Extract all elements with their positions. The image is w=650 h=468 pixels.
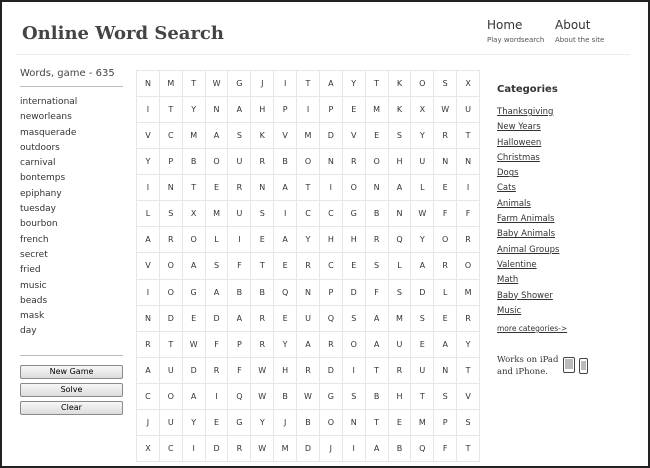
grid-cell[interactable]: L [389,253,412,279]
grid-cell[interactable]: X [411,97,434,123]
grid-cell[interactable]: S [343,306,366,332]
category-link[interactable]: Math [497,275,519,286]
grid-cell[interactable]: F [366,280,389,306]
grid-cell[interactable]: O [206,149,229,175]
grid-cell[interactable]: R [228,175,251,201]
grid-cell[interactable]: I [343,436,366,462]
grid-cell[interactable]: S [228,123,251,149]
grid-cell[interactable]: C [320,201,343,227]
grid-cell[interactable]: T [160,332,183,358]
grid-cell[interactable]: C [160,123,183,149]
grid-cell[interactable]: M [457,280,480,306]
grid-cell[interactable]: O [343,175,366,201]
grid-cell[interactable]: D [206,436,229,462]
grid-cell[interactable]: V [457,384,480,410]
grid-cell[interactable]: E [206,410,229,436]
grid-cell[interactable]: S [206,253,229,279]
grid-cell[interactable]: Q [320,306,343,332]
grid-cell[interactable]: U [297,306,320,332]
grid-cell[interactable]: T [366,71,389,97]
grid-cell[interactable]: R [457,306,480,332]
grid-cell[interactable]: W [206,71,229,97]
grid-cell[interactable]: F [434,436,457,462]
category-link[interactable]: Farm Animals [497,214,555,225]
word-item: fried [20,265,41,276]
grid-cell[interactable]: A [274,227,297,253]
grid-cell[interactable]: S [343,384,366,410]
grid-cell[interactable]: C [137,384,160,410]
grid-cell[interactable]: E [274,253,297,279]
grid-cell[interactable]: E [206,175,229,201]
grid-cell[interactable]: T [160,97,183,123]
grid-cell[interactable]: X [137,436,160,462]
grid-cell[interactable]: K [389,71,412,97]
grid-cell[interactable]: N [160,175,183,201]
grid-cell[interactable]: E [434,175,457,201]
category-link[interactable]: New Years [497,122,541,133]
grid-cell[interactable]: A [434,332,457,358]
grid-cell[interactable]: Y [137,149,160,175]
grid-cell[interactable]: Y [343,71,366,97]
grid-cell[interactable]: R [251,332,274,358]
grid-cell[interactable]: I [274,201,297,227]
grid-cell[interactable]: W [251,384,274,410]
grid-cell[interactable]: Q [411,436,434,462]
grid-cell[interactable]: E [274,306,297,332]
grid-cell[interactable]: S [434,384,457,410]
grid-cell[interactable]: H [274,358,297,384]
game-title: Words, game - 635 [20,68,115,79]
grid-cell[interactable]: I [343,358,366,384]
grid-cell[interactable]: E [411,332,434,358]
grid-cell[interactable]: U [228,201,251,227]
word-item: international [20,97,78,107]
word-list-divider [20,86,123,87]
grid-cell[interactable]: R [297,358,320,384]
grid-cell[interactable]: R [251,149,274,175]
word-item: outdoors [20,142,60,153]
grid-cell[interactable]: V [137,123,160,149]
grid-cell[interactable]: O [160,253,183,279]
grid-cell[interactable]: B [228,280,251,306]
grid-cell[interactable]: B [274,384,297,410]
grid-cell[interactable]: A [206,280,229,306]
word-item: beads [20,295,48,306]
grid-cell[interactable]: Q [228,384,251,410]
grid-cell[interactable]: W [251,358,274,384]
grid-cell[interactable]: K [251,123,274,149]
grid-cell[interactable]: O [411,71,434,97]
grid-cell[interactable]: T [411,384,434,410]
grid-cell[interactable]: D [297,436,320,462]
grid-cell[interactable]: I [137,280,160,306]
grid-cell[interactable]: G [228,71,251,97]
grid-cell[interactable]: C [160,436,183,462]
grid-cell[interactable]: A [389,175,412,201]
grid-cell[interactable]: T [366,410,389,436]
grid-cell[interactable]: W [411,201,434,227]
grid-cell[interactable]: P [434,410,457,436]
grid-cell[interactable]: I [457,175,480,201]
grid-cell[interactable]: R [297,253,320,279]
grid-cell[interactable]: R [251,306,274,332]
grid-cell[interactable]: S [389,123,412,149]
grid-cell[interactable]: D [320,358,343,384]
grid-cell[interactable]: X [183,201,206,227]
grid-cell[interactable]: O [320,410,343,436]
word-item: bontemps [20,173,66,184]
grid-cell[interactable]: D [411,280,434,306]
grid-cell[interactable]: T [457,436,480,462]
header-divider [16,54,630,55]
grid-cell[interactable]: E [389,410,412,436]
grid-cell[interactable]: I [183,436,206,462]
solve-button[interactable]: Solve [20,383,123,397]
grid-cell[interactable]: J [274,410,297,436]
grid-cell[interactable]: U [411,358,434,384]
grid-cell[interactable]: R [457,227,480,253]
grid-cell[interactable]: Y [457,332,480,358]
grid-cell[interactable]: B [297,410,320,436]
nav-about[interactable] [555,18,604,44]
grid-cell[interactable]: B [366,384,389,410]
grid-cell[interactable]: W [183,332,206,358]
grid-cell[interactable]: J [320,436,343,462]
grid-cell[interactable]: R [434,123,457,149]
grid-cell[interactable]: L [137,201,160,227]
grid-cell[interactable]: D [343,280,366,306]
category-link[interactable]: Animals [497,198,531,209]
grid-cell[interactable]: L [434,280,457,306]
grid-cell[interactable]: M [366,97,389,123]
new-game-button[interactable]: New Game [20,365,123,379]
grid-cell[interactable]: E [434,306,457,332]
word-item: secret [20,249,48,260]
grid-cell[interactable]: R [160,227,183,253]
grid-cell[interactable]: U [228,149,251,175]
grid-cell[interactable]: B [389,436,412,462]
grid-cell[interactable]: S [160,201,183,227]
grid-cell[interactable]: B [251,280,274,306]
grid-cell[interactable]: T [251,253,274,279]
grid-cell[interactable]: T [183,71,206,97]
grid-cell[interactable]: K [389,97,412,123]
grid-cell[interactable]: Q [274,280,297,306]
grid-cell[interactable]: O [160,384,183,410]
grid-cell[interactable]: F [434,201,457,227]
category-link[interactable]: Valentine [497,259,537,270]
grid-cell[interactable]: O [434,227,457,253]
grid-cell[interactable]: S [434,71,457,97]
category-link[interactable]: Baby Shower [497,290,553,301]
category-link[interactable]: Dogs [497,168,519,179]
grid-cell[interactable]: A [366,436,389,462]
grid-cell[interactable]: U [160,410,183,436]
nav-home-subtitle: Play wordsearch [487,36,545,44]
grid-cell[interactable]: G [183,280,206,306]
grid-cell[interactable]: N [366,175,389,201]
grid-cell[interactable]: T [297,71,320,97]
grid-cell[interactable]: B [274,149,297,175]
grid-cell[interactable]: I [137,97,160,123]
nav-home[interactable] [487,18,544,44]
grid-cell[interactable]: O [366,149,389,175]
grid-cell[interactable]: A [228,306,251,332]
grid-cell[interactable]: N [251,175,274,201]
grid-cell[interactable]: I [228,227,251,253]
word-item: tuesday [20,204,57,215]
grid-cell[interactable]: Y [251,410,274,436]
grid-cell[interactable]: R [434,253,457,279]
grid-cell[interactable]: J [251,71,274,97]
nav-about-link[interactable]: About [555,18,591,32]
grid-cell[interactable]: R [137,332,160,358]
grid-cell[interactable]: U [160,358,183,384]
grid-cell[interactable]: D [183,358,206,384]
grid-cell[interactable]: Y [183,410,206,436]
grid-cell[interactable]: F [228,253,251,279]
grid-cell[interactable]: W [297,384,320,410]
categories-heading: Categories [497,84,558,95]
word-item: mask [20,311,45,322]
grid-cell[interactable]: E [251,227,274,253]
grid-cell[interactable]: N [137,71,160,97]
grid-cell[interactable]: A [228,97,251,123]
grid-cell[interactable]: W [434,97,457,123]
buttons-divider [20,355,123,356]
grid-cell[interactable]: I [297,97,320,123]
grid-cell[interactable]: M [183,123,206,149]
grid-cell[interactable]: T [457,358,480,384]
grid-cell[interactable]: T [366,358,389,384]
grid-cell[interactable]: I [137,175,160,201]
grid-cell[interactable]: Y [274,332,297,358]
ipad-icon [563,357,575,373]
grid-cell[interactable]: M [274,436,297,462]
grid-cell[interactable]: X [457,71,480,97]
grid-cell[interactable]: U [389,332,412,358]
grid-cell[interactable]: N [434,149,457,175]
grid-cell[interactable]: S [251,201,274,227]
category-link[interactable]: Baby Animals [497,229,556,240]
grid-cell[interactable]: G [343,201,366,227]
grid-cell[interactable]: F [228,358,251,384]
grid-cell[interactable]: M [297,123,320,149]
more-categories-link[interactable]: more categories-> [497,324,568,333]
grid-cell[interactable]: N [206,97,229,123]
grid-cell[interactable]: E [343,97,366,123]
word-item: carnival [20,158,56,169]
grid-cell[interactable]: M [389,306,412,332]
category-link[interactable]: Cats [497,183,516,194]
grid-cell[interactable]: N [457,149,480,175]
grid-cell[interactable]: A [137,358,160,384]
grid-cell[interactable]: H [389,149,412,175]
grid-cell[interactable]: B [366,201,389,227]
grid-cell[interactable]: N [320,149,343,175]
works-on-devices-text: Works on iPad and iPhone. [497,355,559,377]
grid-cell[interactable]: J [137,410,160,436]
word-list [20,95,123,340]
grid-cell[interactable]: A [297,332,320,358]
grid-cell[interactable]: P [274,97,297,123]
grid-cell[interactable]: V [274,123,297,149]
grid-cell[interactable]: D [206,306,229,332]
grid-cell[interactable]: T [183,175,206,201]
grid-cell[interactable]: O [160,280,183,306]
grid-cell[interactable]: H [389,384,412,410]
grid-cell[interactable]: M [411,410,434,436]
category-link[interactable]: Animal Groups [497,244,560,255]
grid-cell[interactable]: B [183,149,206,175]
grid-cell[interactable]: C [320,253,343,279]
grid-cell[interactable]: S [411,306,434,332]
grid-cell[interactable]: A [274,175,297,201]
grid-cell[interactable]: U [457,97,480,123]
grid-cell[interactable]: H [251,97,274,123]
category-link[interactable]: Music [497,305,522,316]
grid-cell[interactable]: S [457,410,480,436]
grid-cell[interactable]: P [320,97,343,123]
grid-cell[interactable]: A [320,71,343,97]
grid-cell[interactable]: Y [183,97,206,123]
grid-cell[interactable]: R [343,149,366,175]
grid-cell[interactable]: R [320,332,343,358]
grid-cell[interactable]: A [411,253,434,279]
grid-cell[interactable]: R [389,358,412,384]
grid-cell[interactable]: D [160,306,183,332]
grid-cell[interactable]: R [228,436,251,462]
grid-cell[interactable]: E [343,253,366,279]
word-item: day [20,326,37,337]
grid-cell[interactable]: C [297,201,320,227]
grid-cell[interactable]: A [183,384,206,410]
grid-cell[interactable]: P [160,149,183,175]
grid-cell[interactable]: F [457,201,480,227]
grid-cell[interactable]: O [457,253,480,279]
grid-cell[interactable]: T [297,175,320,201]
grid-cell[interactable]: P [320,280,343,306]
grid-cell[interactable]: R [366,227,389,253]
grid-cell[interactable]: E [366,123,389,149]
grid-cell[interactable]: N [297,280,320,306]
grid-cell[interactable]: Y [297,227,320,253]
grid-cell[interactable]: G [320,384,343,410]
grid-cell[interactable]: A [183,253,206,279]
grid-cell[interactable]: V [343,123,366,149]
nav-about-subtitle: About the site [555,36,605,44]
word-item: masquerade [20,127,77,138]
grid-cell[interactable]: Y [411,227,434,253]
grid-cell[interactable]: A [206,123,229,149]
category-list [497,101,637,315]
grid-cell[interactable]: N [434,358,457,384]
grid-cell[interactable]: E [183,306,206,332]
grid-cell[interactable]: O [183,227,206,253]
grid-cell[interactable]: U [411,149,434,175]
nav-home-link[interactable]: Home [487,18,523,32]
word-item: bourbon [20,219,58,230]
grid-cell[interactable]: O [297,149,320,175]
categories-panel [497,84,637,315]
word-item: french [20,234,49,245]
grid-cell[interactable]: Y [411,123,434,149]
site-title[interactable]: Online Word Search [22,23,224,44]
grid-cell[interactable]: I [206,384,229,410]
word-item: neworleans [20,112,72,123]
grid-cell[interactable]: N [137,306,160,332]
grid-cell[interactable]: I [320,175,343,201]
grid-cell[interactable]: S [366,253,389,279]
grid-cell[interactable]: V [137,253,160,279]
grid-cell[interactable]: M [206,201,229,227]
grid-cell[interactable]: O [343,332,366,358]
grid-cell[interactable]: F [206,332,229,358]
word-list-panel [20,68,123,340]
grid-cell[interactable]: N [343,410,366,436]
word-item: epiphany [20,188,62,199]
grid-cell[interactable]: L [411,175,434,201]
clear-button[interactable]: Clear [20,401,123,415]
iphone-icon [579,358,588,374]
grid-cell[interactable]: Q [389,227,412,253]
grid-cell[interactable]: I [274,71,297,97]
category-link[interactable]: Thanksgiving [497,107,554,117]
grid-cell[interactable]: T [457,123,480,149]
grid-cell[interactable]: A [137,227,160,253]
grid-cell[interactable]: S [389,280,412,306]
grid-cell[interactable]: L [206,227,229,253]
grid-cell[interactable]: H [343,227,366,253]
category-link[interactable]: Halloween [497,137,542,148]
grid-cell[interactable]: D [320,123,343,149]
grid-cell[interactable]: G [228,410,251,436]
word-item: music [20,280,47,291]
grid-cell[interactable]: A [366,332,389,358]
grid-cell[interactable]: H [320,227,343,253]
grid-cell[interactable]: R [206,358,229,384]
letter-grid [136,70,480,462]
grid-cell[interactable]: W [251,436,274,462]
category-link[interactable]: Christmas [497,152,540,163]
grid-cell[interactable]: P [228,332,251,358]
grid-cell[interactable]: M [160,71,183,97]
grid-cell[interactable]: N [389,201,412,227]
grid-cell[interactable]: A [366,306,389,332]
